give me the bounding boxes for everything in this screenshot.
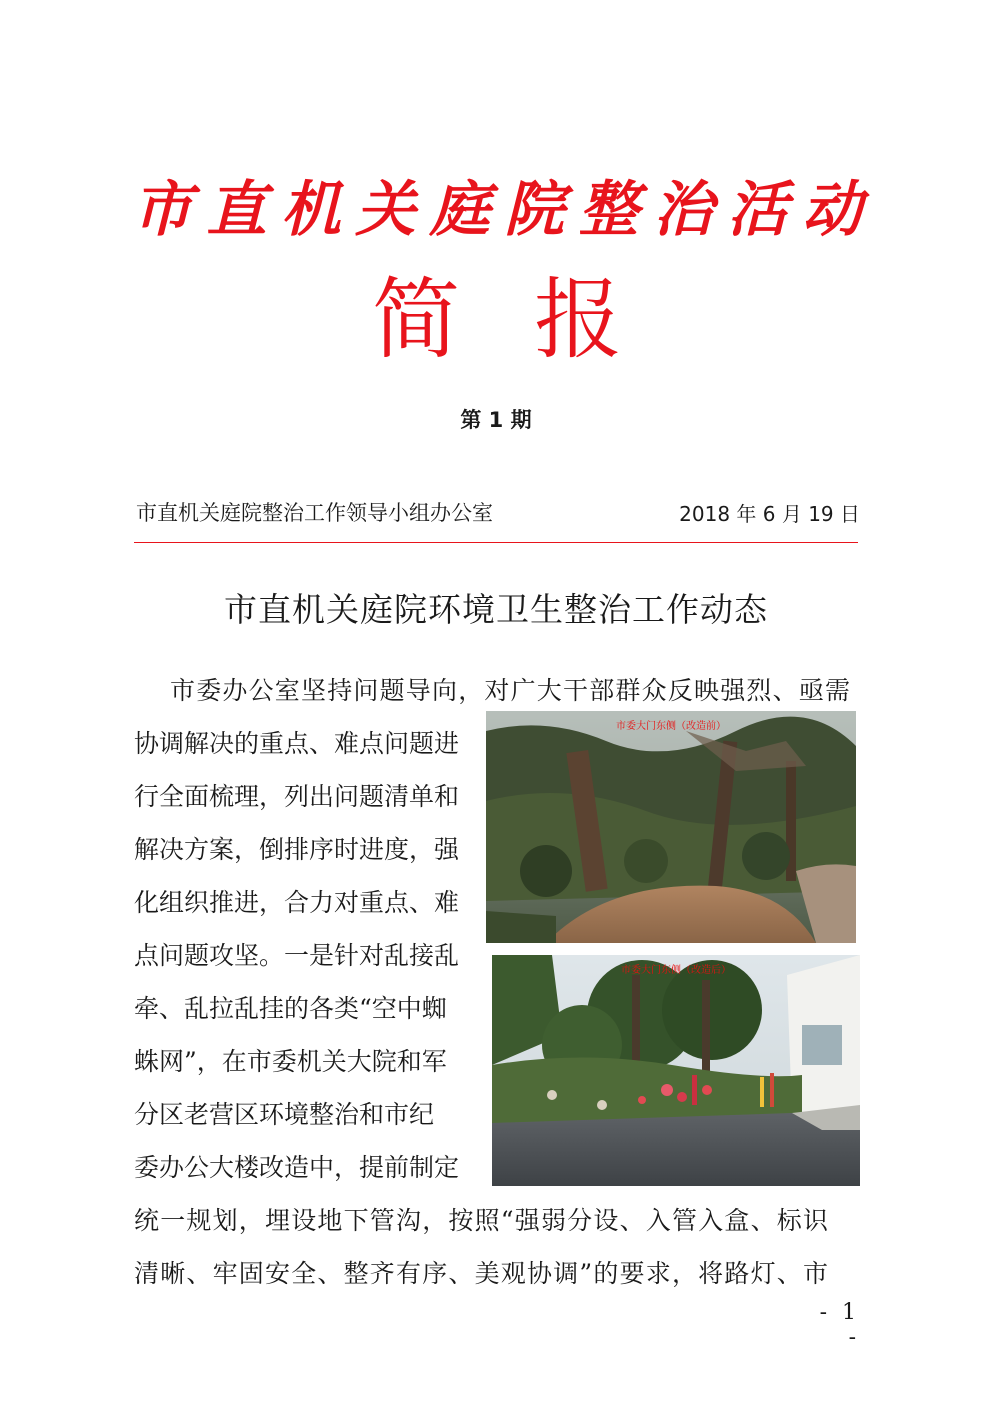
issue-date: 2018 年 6 月 19 日 [679, 501, 860, 526]
photo-before-caption: 市委大门东侧（改造前） [616, 721, 726, 732]
masthead-char: 治 [653, 175, 714, 245]
text-line: 点问题攻坚。一是针对乱接乱 [134, 941, 460, 970]
photo-after-caption: 市委大门东侧（改造后） [621, 965, 731, 976]
issuing-office: 市直机关庭院整治工作领导小组办公室 [136, 501, 493, 525]
text-line: 行全面梳理，列出问题清单和 [134, 782, 460, 811]
text-line: 统一规划，埋设地下管沟，按照“强弱分设、入管入盒、标识 [134, 1206, 830, 1235]
bulletin-title [372, 270, 622, 370]
text-line: 协调解决的重点、难点问题进 [134, 729, 460, 758]
article-headline: 市直机关庭院环境卫生整治工作动态 [224, 590, 768, 629]
text-line: 蛛网”，在市委机关大院和军 [134, 1047, 447, 1076]
text-line: 分区老营区环境整治和市纪 [134, 1100, 435, 1129]
paragraph-continuation [134, 1194, 860, 1300]
red-divider [134, 542, 858, 543]
issue-number: 第 1 期 [460, 408, 532, 432]
masthead-char: 院 [504, 175, 565, 245]
masthead-char: 整 [578, 175, 639, 245]
text-line: 化组织推进，合力对重点、难 [134, 888, 460, 917]
masthead-char: 市 [132, 175, 192, 245]
page-number: - 1 - [819, 1300, 860, 1350]
masthead-char: 关 [355, 175, 416, 245]
masthead-char: 机 [280, 175, 341, 245]
issuer-line [136, 496, 860, 528]
masthead-char: 动 [801, 175, 862, 245]
paragraph-wrapped-text [134, 717, 474, 1194]
bulletin-char: 报 [533, 268, 622, 371]
bulletin-char: 简 [372, 268, 461, 371]
text-line: 牵、乱拉乱挂的各类“空中蜘 [134, 994, 447, 1023]
masthead-char: 庭 [429, 175, 490, 245]
photo-after-renovation [492, 955, 860, 1186]
photo-before-renovation [486, 711, 856, 943]
text-line: 委办公大楼改造中，提前制定 [134, 1153, 460, 1182]
masthead-char: 直 [206, 175, 267, 245]
text-line: 解决方案，倒排序时进度，强 [134, 835, 460, 864]
photo-before-image [486, 711, 856, 943]
text-line: 清晰、牢固安全、整齐有序、美观协调”的要求，将路灯、市 [134, 1259, 830, 1288]
masthead-title [132, 168, 862, 252]
photo-after-image [492, 955, 860, 1186]
masthead-char: 活 [727, 175, 788, 245]
paragraph-first-line: 市委办公室坚持问题导向，对广大干部群众反映强烈、亟需 [170, 676, 852, 705]
